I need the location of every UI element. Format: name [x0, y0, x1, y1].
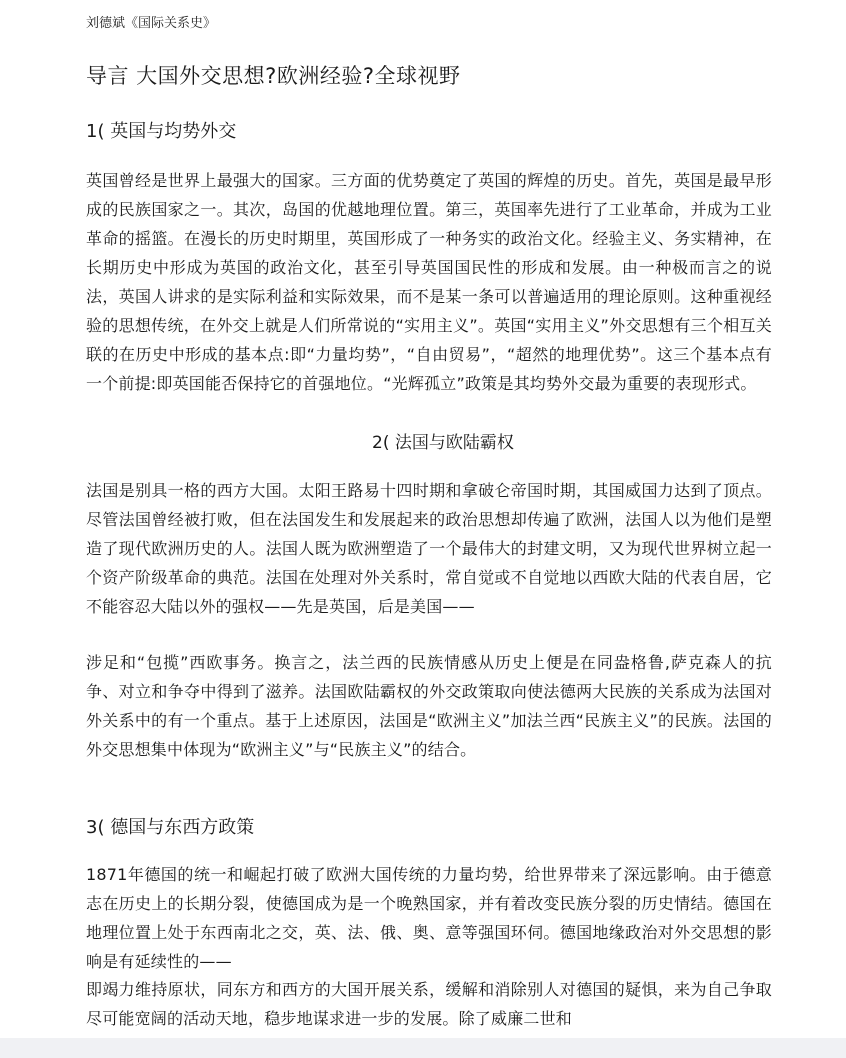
document-header: 刘德斌《国际关系史》	[86, 16, 217, 31]
section-2-paragraph-2	[86, 648, 772, 764]
section-2-heading: 2( 法国与欧陆霸权	[372, 433, 514, 453]
document-title: 导言 大国外交思想?欧洲经验?全球视野	[86, 64, 461, 88]
section-1-heading: 1( 英国与均势外交	[86, 121, 237, 142]
section-3-paragraph-2	[86, 975, 772, 1033]
section-3-heading: 3( 德国与东西方政策	[86, 817, 255, 838]
section-2-text-2: 涉足和“包揽”西欧事务。换言之，法兰西的民族情感从历史上便是在同盎格鲁,萨克森人的抗争、对立和争夺中得到了滋养。法国欧陆霸权的外交政策取向使法德两大民族的关系成为法国对外关系中的有一个重点。基于上述原因，法国是“欧洲主义”加法兰西“民族主义”的民族。法国的外交思想集中体现为“欧洲主义”与“民族主义”的结合。	[86, 653, 772, 759]
section-2-text-1: 法国是别具一格的西方大国。太阳王路易十四时期和拿破仑帝国时期，其国威国力达到了顶点。尽管法国曾经被打败，但在法国发生和发展起来的政治思想却传遍了欧洲，法国人以为他们是塑造了现代欧洲历史的人。法国人既为欧洲塑造了一个最伟大的封建文明，又为现代世界树立起一个资产阶级革命的典范。法国在处理对外关系时，常自觉或不自觉地以西欧大陆的代表自居，它不能容忍大陆以外的强权——先是英国，后是美国——	[86, 481, 772, 616]
section-3-paragraph-1	[86, 860, 772, 976]
section-3-text-2: 即竭力维持原状，同东方和西方的大国开展关系，缓解和消除别人对德国的疑惧，来为自己争取尽可能宽阔的活动天地，稳步地谋求进一步的发展。除了威廉二世和	[86, 980, 772, 1028]
section-1-paragraph	[86, 166, 772, 398]
section-1-text: 英国曾经是世界上最强大的国家。三方面的优势奠定了英国的辉煌的历史。首先，英国是最早形成的民族国家之一。其次，岛国的优越地理位置。第三，英国率先进行了工业革命，并成为工业革命的摇篮。在漫长的历史时期里，英国形成了一种务实的政治文化。经验主义、务实精神，在长期历史中形成为英国的政治文化，甚至引导英国国民性的形成和发展。由一种极而言之的说法，英国人讲求的是实际利益和实际效果，而不是某一条可以普遍适用的理论原则。这种重视经验的思想传统，在外交上就是人们所常说的“实用主义”。英国“实用主义”外交思想有三个相互关联的在历史中形成的基本点:即“力量均势”，“自由贸易”，“超然的地理优势”。这三个基本点有一个前提:即英国能否保持它的首强地位。“光辉孤立”政策是其均势外交最为重要的表现形式。	[86, 171, 772, 393]
section-2-paragraph-1	[86, 476, 772, 621]
bottom-scroll-bar[interactable]	[0, 1038, 846, 1058]
section-3-text-1: 1871年德国的统一和崛起打破了欧洲大国传统的力量均势，给世界带来了深远影响。由于德意志在历史上的长期分裂，使德国成为是一个晚熟国家，并有着改变民族分裂的历史情结。德国在地理位置上处于东西南北之交，英、法、俄、奥、意等强国环伺。德国地缘政治对外交思想的影响是有延续性的——	[86, 865, 772, 971]
